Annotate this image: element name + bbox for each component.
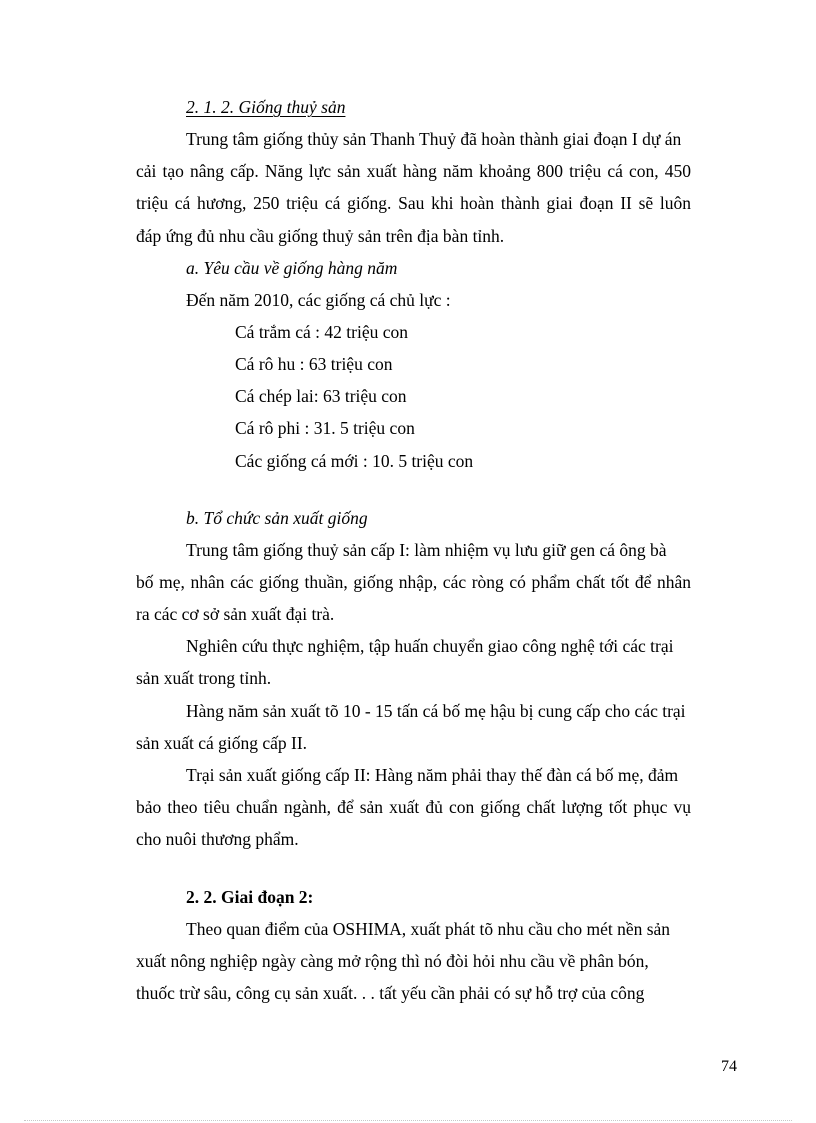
paragraph-line: ra các cơ sở sản xuất đại trà.	[136, 604, 335, 624]
paragraph-line: sản xuất cá giống cấp II.	[136, 733, 308, 753]
paragraph-line: Trung tâm giống thuỷ sản cấp I: làm nhiệm vụ lưu giữ gen cá ông bà	[186, 540, 667, 560]
paragraph-line: Trại sản xuất giống cấp II: Hàng năm phải thay thế đàn cá bố mẹ, đảm	[186, 765, 679, 785]
list-item: Cá trắm cá : 42 triệu con	[235, 322, 408, 342]
page-number: 74	[721, 1058, 737, 1075]
subsection-heading-to-chuc: b. Tổ chức sản xuất giống	[186, 508, 368, 528]
paragraph-line: triệu cá hương, 250 triệu cá giống. Sau khi hoàn thành giai đoạn II sẽ luôn	[136, 193, 691, 213]
page-bottom-divider	[24, 1120, 792, 1121]
paragraph-line: cho nuôi thương phẩm.	[136, 829, 299, 849]
section-heading-giai-doan-2: 2. 2. Giai đoạn 2:	[186, 887, 314, 907]
list-item: Cá rô hu : 63 triệu con	[235, 354, 393, 374]
paragraph-line: thuốc trừ sâu, công cụ sản xuất. . . tất yếu cần phải có sự hỗ trợ của công	[136, 983, 645, 1003]
paragraph-line: Theo quan điểm của OSHIMA, xuất phát tõ nhu cầu cho mét nền sản	[186, 919, 671, 939]
paragraph-line: Nghiên cứu thực nghiệm, tập huấn chuyển giao công nghệ tới các trại	[186, 636, 674, 656]
paragraph-line: bảo theo tiêu chuẩn ngành, để sản xuất đủ con giống chất lượng tốt phục vụ	[136, 797, 691, 817]
paragraph-line: xuất nông nghiệp ngày càng mở rộng thì nó đòi hỏi nhu cầu về phân bón,	[136, 951, 649, 971]
subsection-heading-yeu-cau: a. Yêu cầu về giống hàng năm	[186, 258, 398, 278]
paragraph-line: cải tạo nâng cấp. Năng lực sản xuất hàng năm khoảng 800 triệu cá con, 450	[136, 161, 691, 181]
list-item: Cá rô phi : 31. 5 triệu con	[235, 418, 415, 438]
paragraph-line: bố mẹ, nhân các giống thuần, giống nhập, các ròng có phẩm chất tốt để nhân	[136, 572, 691, 592]
paragraph-line: sản xuất trong tỉnh.	[136, 668, 272, 688]
list-item: Cá chép lai: 63 triệu con	[235, 386, 407, 406]
list-intro: Đến năm 2010, các giống cá chủ lực :	[186, 290, 451, 310]
paragraph-line: Hàng năm sản xuất tõ 10 - 15 tấn cá bố mẹ hậu bị cung cấp cho các trại	[186, 701, 686, 721]
section-heading-giong-thuy-san: 2. 1. 2. Giống thuỷ sản	[186, 97, 346, 117]
paragraph-line: Trung tâm giống thủy sản Thanh Thuỷ đã hoàn thành giai đoạn I dự án	[186, 129, 682, 149]
list-item: Các giống cá mới : 10. 5 triệu con	[235, 451, 474, 471]
paragraph-line: đáp ứng đủ nhu cầu giống thuỷ sản trên địa bàn tỉnh.	[136, 226, 505, 246]
